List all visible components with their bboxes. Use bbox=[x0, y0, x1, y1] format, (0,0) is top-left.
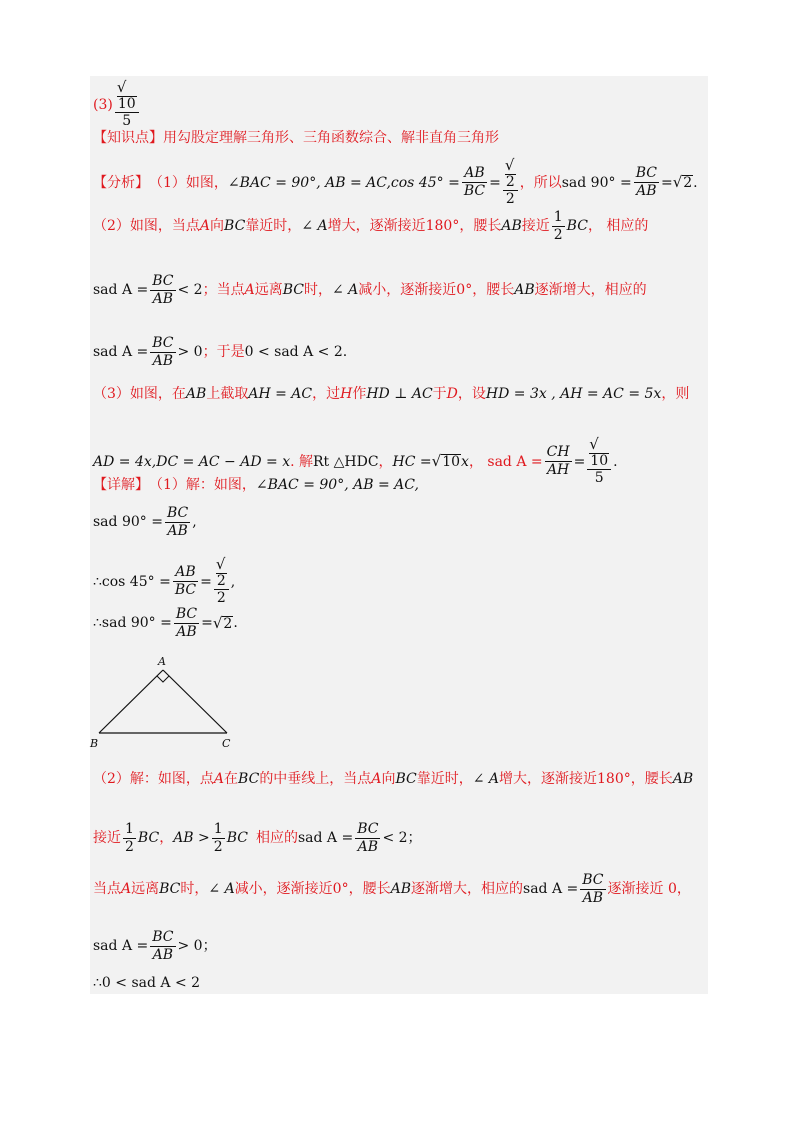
fraction-sqrt10-5: √ 10 5 bbox=[587, 437, 611, 486]
text: ；当点 bbox=[202, 282, 245, 299]
fraction-ab-bc bbox=[173, 565, 198, 597]
text: ， sad A = bbox=[468, 453, 543, 470]
frac-den: AB bbox=[176, 623, 197, 640]
segment-bc: BC bbox=[238, 771, 260, 787]
side-ac bbox=[163, 670, 227, 733]
text: （3）如图，在 bbox=[93, 386, 186, 402]
frac-den: AB bbox=[582, 889, 604, 906]
frac-num: 1 bbox=[213, 821, 223, 837]
text: ，则 bbox=[661, 386, 690, 402]
knowledge-line bbox=[93, 131, 499, 145]
text: ， 相应的 bbox=[587, 218, 649, 235]
right-angle-mark bbox=[157, 676, 169, 682]
inequality: > 0； bbox=[177, 938, 217, 955]
text: 靠近时， bbox=[245, 218, 302, 235]
segment-bc: BC bbox=[137, 830, 160, 847]
sad-a: sad A = bbox=[523, 881, 579, 898]
frac-num: AB bbox=[175, 564, 196, 581]
text: 向 bbox=[381, 771, 396, 787]
period: . bbox=[613, 453, 618, 470]
text: 于 bbox=[432, 386, 447, 402]
point-a: A bbox=[371, 771, 382, 787]
text: 减小，逐渐接近0°，腰长 bbox=[358, 282, 515, 299]
text: 接近 bbox=[93, 830, 121, 847]
fraction-bc-ab bbox=[150, 274, 175, 306]
segment-ab: AB bbox=[185, 386, 207, 402]
frac-num: BC bbox=[166, 505, 189, 521]
segment-bc: BC bbox=[282, 282, 304, 299]
fraction-half bbox=[552, 210, 565, 242]
text: 靠近时， bbox=[416, 771, 473, 787]
fraction-half bbox=[123, 822, 136, 854]
analysis-line-5 bbox=[93, 387, 689, 401]
analysis-line-1: 【分析】 （1）如图， ∠BAC = 90°, AB = AC,cos 45° = $\frac{AB}{BC}$ = √ 2 2 ，所以 sad 90° = $\frac{BC}{AB}$ = √ 2 . bbox=[93, 156, 698, 208]
sad-a: sad A = bbox=[297, 830, 354, 847]
segment-bc: BC bbox=[226, 830, 248, 847]
sqrt-val: 10 bbox=[590, 452, 609, 469]
sad-a: sad A = bbox=[93, 282, 149, 299]
text: 逐渐增大，相应的 bbox=[534, 282, 647, 299]
angle-a: ∠ A bbox=[472, 771, 499, 787]
analysis-line-4 bbox=[93, 336, 347, 368]
detail-label: 【详解】 bbox=[93, 477, 149, 493]
text: （2）如图，当点 bbox=[93, 218, 200, 235]
text: 远离 bbox=[131, 881, 160, 898]
analysis-line-3 bbox=[93, 274, 647, 306]
frac-num: 1 bbox=[125, 821, 134, 837]
point-a: A bbox=[199, 218, 211, 235]
label-b: B bbox=[90, 737, 99, 750]
detail-line-4: ∴sad 90° = $\frac{BC}{AB}$ = √ 2 . bbox=[93, 606, 238, 640]
inequality: < 2 bbox=[177, 282, 203, 299]
fraction-bc-ab bbox=[150, 930, 175, 962]
frac-den: 2 bbox=[553, 226, 563, 243]
frac-den: AB bbox=[636, 183, 657, 200]
detail-line-2: sad 90° = $\frac{BC}{AB}$ , bbox=[93, 505, 197, 539]
period: . bbox=[693, 174, 698, 191]
text: 时， bbox=[180, 881, 209, 898]
sad-90: ∴sad 90° = bbox=[93, 615, 172, 632]
label-a: A bbox=[158, 655, 166, 668]
text: 减小，逐渐接近0°，腰长 bbox=[234, 881, 391, 898]
segment-bc: BC bbox=[159, 881, 181, 898]
point-a: A bbox=[244, 282, 255, 299]
frac-num: BC bbox=[152, 273, 174, 289]
frac-num: AB bbox=[464, 165, 485, 182]
text: 当点 bbox=[93, 881, 121, 898]
text: 增大，逐渐接近180°，腰长 bbox=[499, 771, 673, 787]
fraction-sqrt2-2: √ 2 2 bbox=[503, 158, 518, 207]
point-h: H bbox=[340, 386, 353, 402]
segment-ab: AB bbox=[501, 218, 522, 235]
fraction-bc-ab bbox=[174, 607, 199, 639]
segment-ab: AB bbox=[672, 771, 694, 787]
frac-num: BC bbox=[357, 821, 379, 837]
frac-den: 2 bbox=[213, 838, 223, 855]
frac-num: BC bbox=[175, 606, 198, 622]
inequality: > 0 bbox=[177, 344, 203, 361]
segment-bc: BC bbox=[395, 771, 417, 787]
var-x: x bbox=[461, 453, 469, 470]
analysis-label: 【分析】 bbox=[93, 174, 149, 191]
detail-line-8 bbox=[93, 930, 217, 962]
math: AH = AC bbox=[248, 386, 313, 402]
analysis-text: （1）如图， bbox=[149, 174, 228, 191]
answer-sqrt: 10 bbox=[117, 95, 136, 112]
frac-den: AB bbox=[152, 352, 174, 369]
analysis-math: ∠BAC = 90°, AB = AC,cos 45° = bbox=[227, 174, 460, 191]
frac-den: BC bbox=[463, 183, 486, 200]
angle-a: ∠ A bbox=[331, 282, 359, 299]
text: 接近 bbox=[521, 218, 550, 235]
answer-3 bbox=[93, 80, 141, 129]
segment-bc: BC bbox=[566, 218, 588, 235]
frac-den: AB bbox=[152, 946, 174, 963]
side-ab bbox=[99, 670, 163, 733]
point-a: A bbox=[121, 881, 132, 898]
fraction-half bbox=[212, 822, 225, 854]
text: 的中垂线上，当点 bbox=[259, 771, 372, 787]
text: 逐渐增大，相应的 bbox=[411, 881, 524, 898]
sad-a: sad A = bbox=[93, 938, 149, 955]
period: . bbox=[233, 615, 238, 632]
text: . 解 bbox=[290, 453, 314, 470]
math: HC = bbox=[392, 453, 432, 470]
angle-a: ∠ A bbox=[301, 218, 328, 235]
fraction-bc-ab bbox=[150, 336, 175, 368]
text: ，过 bbox=[312, 386, 341, 402]
text: 作 bbox=[352, 386, 367, 402]
triangle-figure bbox=[88, 652, 248, 752]
frac-den: AB bbox=[357, 838, 379, 855]
frac-num: BC bbox=[152, 335, 174, 351]
text: 在 bbox=[224, 771, 239, 787]
segment-bc: BC bbox=[224, 218, 246, 235]
frac-num: BC bbox=[582, 872, 604, 888]
answer-label: (3) bbox=[93, 96, 113, 113]
fraction-bc-ab bbox=[580, 873, 605, 905]
fraction-ch-ah bbox=[545, 445, 572, 477]
fraction-ab-bc bbox=[462, 166, 487, 198]
knowledge-text: 用勾股定理解三角形、三角函数综合、解非直角三角形 bbox=[163, 130, 499, 146]
point-a: A bbox=[213, 771, 225, 787]
final-range: ∴0 < sad A < 2 bbox=[93, 975, 201, 991]
math: AD = 4x,DC = AC − AD = x bbox=[93, 453, 291, 470]
text: 时， bbox=[303, 282, 332, 299]
sqrt-val: 2 bbox=[216, 572, 226, 589]
answer-den: 5 bbox=[122, 113, 132, 130]
frac-den: 2 bbox=[216, 590, 226, 607]
range-result: 0 < sad A < 2. bbox=[244, 344, 348, 361]
detail-line-7 bbox=[93, 873, 691, 905]
text: 相应的 bbox=[255, 830, 298, 847]
frac-num: BC bbox=[152, 929, 174, 945]
math: ∠BAC = 90°, AB = AC, bbox=[255, 477, 419, 493]
detail-line-1 bbox=[93, 478, 419, 492]
frac-num: BC bbox=[635, 165, 657, 182]
fraction-bc-ab bbox=[165, 506, 190, 538]
text: ；于是 bbox=[202, 344, 245, 361]
detail-line-6 bbox=[93, 822, 422, 854]
angle-a: ∠ A bbox=[208, 881, 235, 898]
text: 上截取 bbox=[206, 386, 249, 402]
frac-den: 5 bbox=[594, 470, 604, 487]
text: ， bbox=[159, 830, 174, 847]
sad-a: sad A = bbox=[93, 344, 149, 361]
equals: = bbox=[201, 615, 213, 632]
sad-90: sad 90° = bbox=[93, 514, 163, 531]
fraction-sqrt2-2: √ 2 2 bbox=[214, 557, 229, 606]
frac-den: 2 bbox=[125, 838, 134, 855]
analysis-line-2 bbox=[93, 210, 648, 242]
text: 远离 bbox=[254, 282, 283, 299]
point-d: D bbox=[446, 386, 458, 402]
text: （2）解：如图，点 bbox=[93, 771, 214, 787]
frac-den: AB bbox=[167, 522, 188, 539]
text: 逐渐接近 0， bbox=[607, 881, 691, 898]
answer-fraction: √ 10 5 bbox=[115, 80, 139, 129]
segment-ab: AB bbox=[390, 881, 412, 898]
fraction-bc-ab bbox=[355, 822, 380, 854]
sqrt-val: 2 bbox=[683, 175, 693, 192]
sad-label: sad 90° = bbox=[561, 174, 632, 191]
math: Rt △HDC bbox=[313, 453, 379, 470]
equals: = bbox=[660, 174, 673, 191]
analysis-text: ，所以 bbox=[519, 174, 562, 191]
fraction-bc-ab bbox=[634, 166, 659, 198]
text: ，设 bbox=[457, 386, 486, 402]
math: HD = 3x , AH = AC = 5x bbox=[485, 386, 662, 402]
inequality: < 2； bbox=[382, 830, 422, 847]
sqrt-val: 2 bbox=[223, 615, 233, 632]
frac-den: 2 bbox=[505, 191, 515, 208]
detail-line-3: ∴cos 45° = $\frac{AB}{BC}$ = √ 2 2 , bbox=[93, 555, 236, 607]
analysis-line-6: AD = 4x,DC = AC − AD = x . 解 Rt △HDC ， HC = √ 10 x ， sad A = $\frac{CH}{AH}$ = √ 10 5 . bbox=[93, 435, 618, 487]
detail-line-5 bbox=[93, 772, 693, 786]
segment-ab: AB bbox=[514, 282, 535, 299]
label-c: C bbox=[222, 737, 231, 750]
sqrt-val: 10 bbox=[442, 454, 461, 471]
text: 增大，逐渐接近180°，腰长 bbox=[327, 218, 502, 235]
math: HD ⊥ AC bbox=[366, 386, 433, 402]
detail-line-9 bbox=[93, 976, 200, 990]
cos-45: ∴cos 45° = bbox=[93, 573, 171, 590]
sqrt-val: 2 bbox=[505, 173, 515, 190]
frac-den: BC bbox=[174, 582, 197, 599]
text: （1）解：如图， bbox=[149, 477, 256, 493]
frac-num: 1 bbox=[553, 209, 563, 225]
knowledge-label: 【知识点】 bbox=[93, 130, 163, 146]
text: 向 bbox=[210, 218, 225, 235]
text: ， bbox=[378, 453, 393, 470]
frac-den: AH bbox=[546, 462, 570, 479]
frac-den: AB bbox=[152, 290, 174, 307]
math: AB > bbox=[173, 830, 210, 847]
frac-num: CH bbox=[546, 444, 570, 461]
